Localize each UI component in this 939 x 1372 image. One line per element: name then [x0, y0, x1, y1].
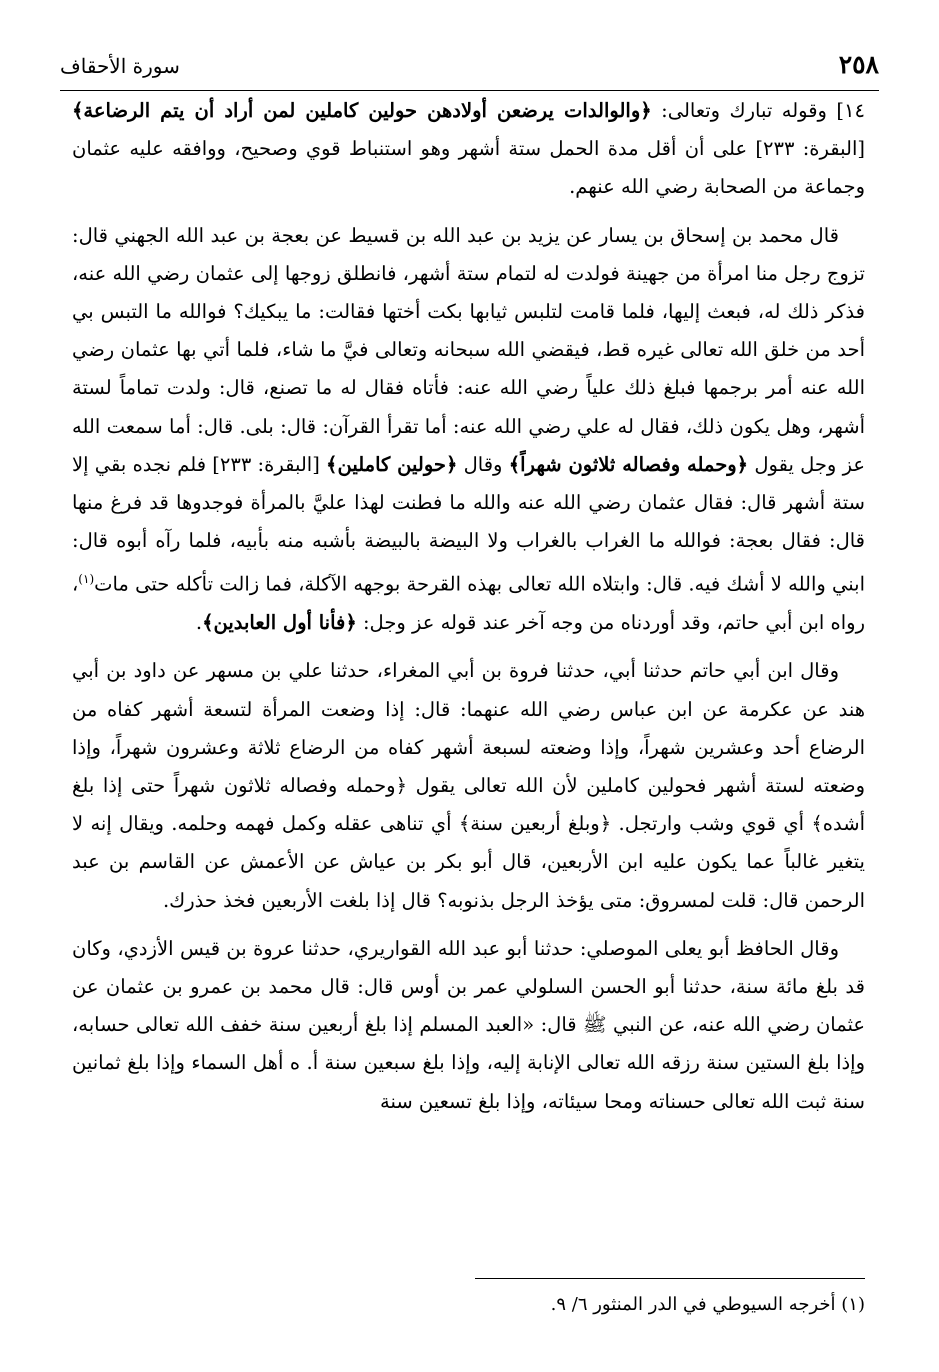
footnote: (١) أخرجه السيوطي في الدر المنثور ٦/ ٩. — [550, 1294, 865, 1315]
page-body — [72, 92, 865, 1131]
quran-verse: ﴿وحمله وفصاله ثلاثون شهراً﴾ — [508, 452, 749, 476]
text-segment: . — [195, 611, 203, 635]
running-title: سورة الأحقاف — [60, 54, 180, 78]
footnote-divider — [475, 1278, 865, 1279]
quran-verse: ﴿فأنا أول العابدين﴾ — [202, 611, 357, 635]
footnote-marker: (١) — [78, 572, 95, 587]
text-segment: ﴿وبلغ أربعين سنة﴾ — [458, 812, 612, 836]
text-segment: [البقرة: ٢٣٣] فلم نجده بقي إلا ستة أشهر قال: فقال عثمان رضي الله عنه والله ما فطنت لهذا عليَّ بالمرأة فوجدوها قد فرغ منها قال: فقال بعجة: فوالله ما الغراب بالغراب ولا البيضة بالبيضة بأشبه منه بأبيه، فلما رآه أبوه قال: ابني والله لا أشك فيه. قال: وابتلاه الله تعالى بهذه القرحة بوجهه الآكلة، فما زالت تأكله حتى مات — [72, 452, 865, 596]
text-segment: أي تناهى عقله وكمل فهمه وحلمه. ويقال إنه لا يتغير غالباً عما يكون عليه ابن الأربعين، قال أبو بكر بن عياش عن الأعمش عن القاسم بن عبد الرحمن قال: قلت لمسروق: متى يؤخذ الرجل بذنوبه؟ قال إذا بلغت الأربعين فخذ حذرك. — [72, 812, 865, 912]
quran-verse: ﴿والوالدات يرضعن أولادهن حولين كاملين لمن أراد أن يتم الرضاعة﴾ — [72, 99, 652, 122]
paragraph — [72, 930, 865, 1121]
text-segment: [البقرة: ٢٣٣] على أن أقل مدة الحمل ستة أشهر وهو استنباط قوي وصحيح، ووافقه عليه عثمان وجماعة من الصحابة رضي الله عنهم. — [72, 137, 866, 199]
text-segment: ﴿وحمله وفصاله ثلاثون شهراً حتى إذا بلغ أشده﴾ — [72, 773, 865, 836]
paragraph — [72, 652, 865, 919]
text-segment: ، رواه ابن أبي حاتم، وقد أوردناه من وجه آخر عند قوله عز وجل: — [72, 572, 865, 635]
text-segment: ١٤] وقوله تبارك وتعالى: — [651, 99, 865, 122]
text-segment: وقال الحافظ أبو يعلى الموصلي: حدثنا أبو عبد الله القواريري، حدثنا عروة بن قيس الأزدي، وكان قد بلغ مائة سنة، حدثنا أبو الحسن السلولي عمر بن أوس قال: قال محمد بن عمرو بن عثمان عن عثمان رضي الله عنه، عن النبي ﷺ قال: «العبد المسلم إذا بلغ أربعين سنة خفف الله تعالى حسابه، وإذا بلغ الستين سنة رزقه الله تعالى الإنابة إليه، وإذا بلغ سبعين سنة أ. ه أهل السماء وإذا بلغ ثمانين سنة ثبت الله تعالى حسناته ومحا سيئاته، وإذا بلغ تسعين سنة — [72, 936, 865, 1113]
quran-verse: ﴿حولين كاملين﴾ — [326, 452, 458, 476]
page-header — [60, 50, 879, 91]
paragraph — [72, 92, 865, 207]
paragraph — [72, 217, 865, 643]
page-number: ٢٥٨ — [838, 50, 879, 79]
text-segment: وقال — [457, 452, 509, 476]
text-segment: وقال ابن أبي حاتم حدثنا أبي، حدثنا فروة بن أبي المغراء، حدثنا علي بن مسهر عن داود بن أبي هند عن عكرمة عن ابن عباس رضي الله عنهما: قال: إذا وضعت المرأة لتسعة أشهر كفاه من الرضاع أحد وعشرين شهراً، وإذا وضعته لسبعة أشهر كفاه من الرضاع ثلاثة وعشرون شهراً، وإذا وضعته لستة أشهر فحولين كاملين لأن الله تعالى يقول — [72, 659, 865, 797]
text-segment: أي قوي وشب وارتجل. — [611, 812, 812, 836]
text-segment: قال محمد بن إسحاق بن يسار عن يزيد بن عبد الله بن قسيط عن بعجة بن عبد الله الجهني قال: تزوج رجل منا امرأة من جهينة فولدت له لتمام ستة أشهر، فانطلق زوجها إلى عثمان رضي الله عنه، فذكر ذلك له، فبعث إليها، فلما قامت لتلبس ثيابها بكت أختها فقالت: ما يبكيك؟ فوالله ما التبس بي أحد من خلق الله تعالى غيره قط، فيقضي الله سبحانه وتعالى فيَّ ما شاء، فلما أتي بها عثمان رضي الله عنه أمر برجمها فبلغ ذلك علياً رضي الله عنه: فأتاه فقال له ما تصنع، قال: ولدت تماماً لستة أشهر، وهل يكون ذلك، فقال له علي رضي الله عنه: أما تقرأ القرآن: قال: بلى. قال: أما سمعت الله عز وجل يقول — [72, 223, 865, 476]
